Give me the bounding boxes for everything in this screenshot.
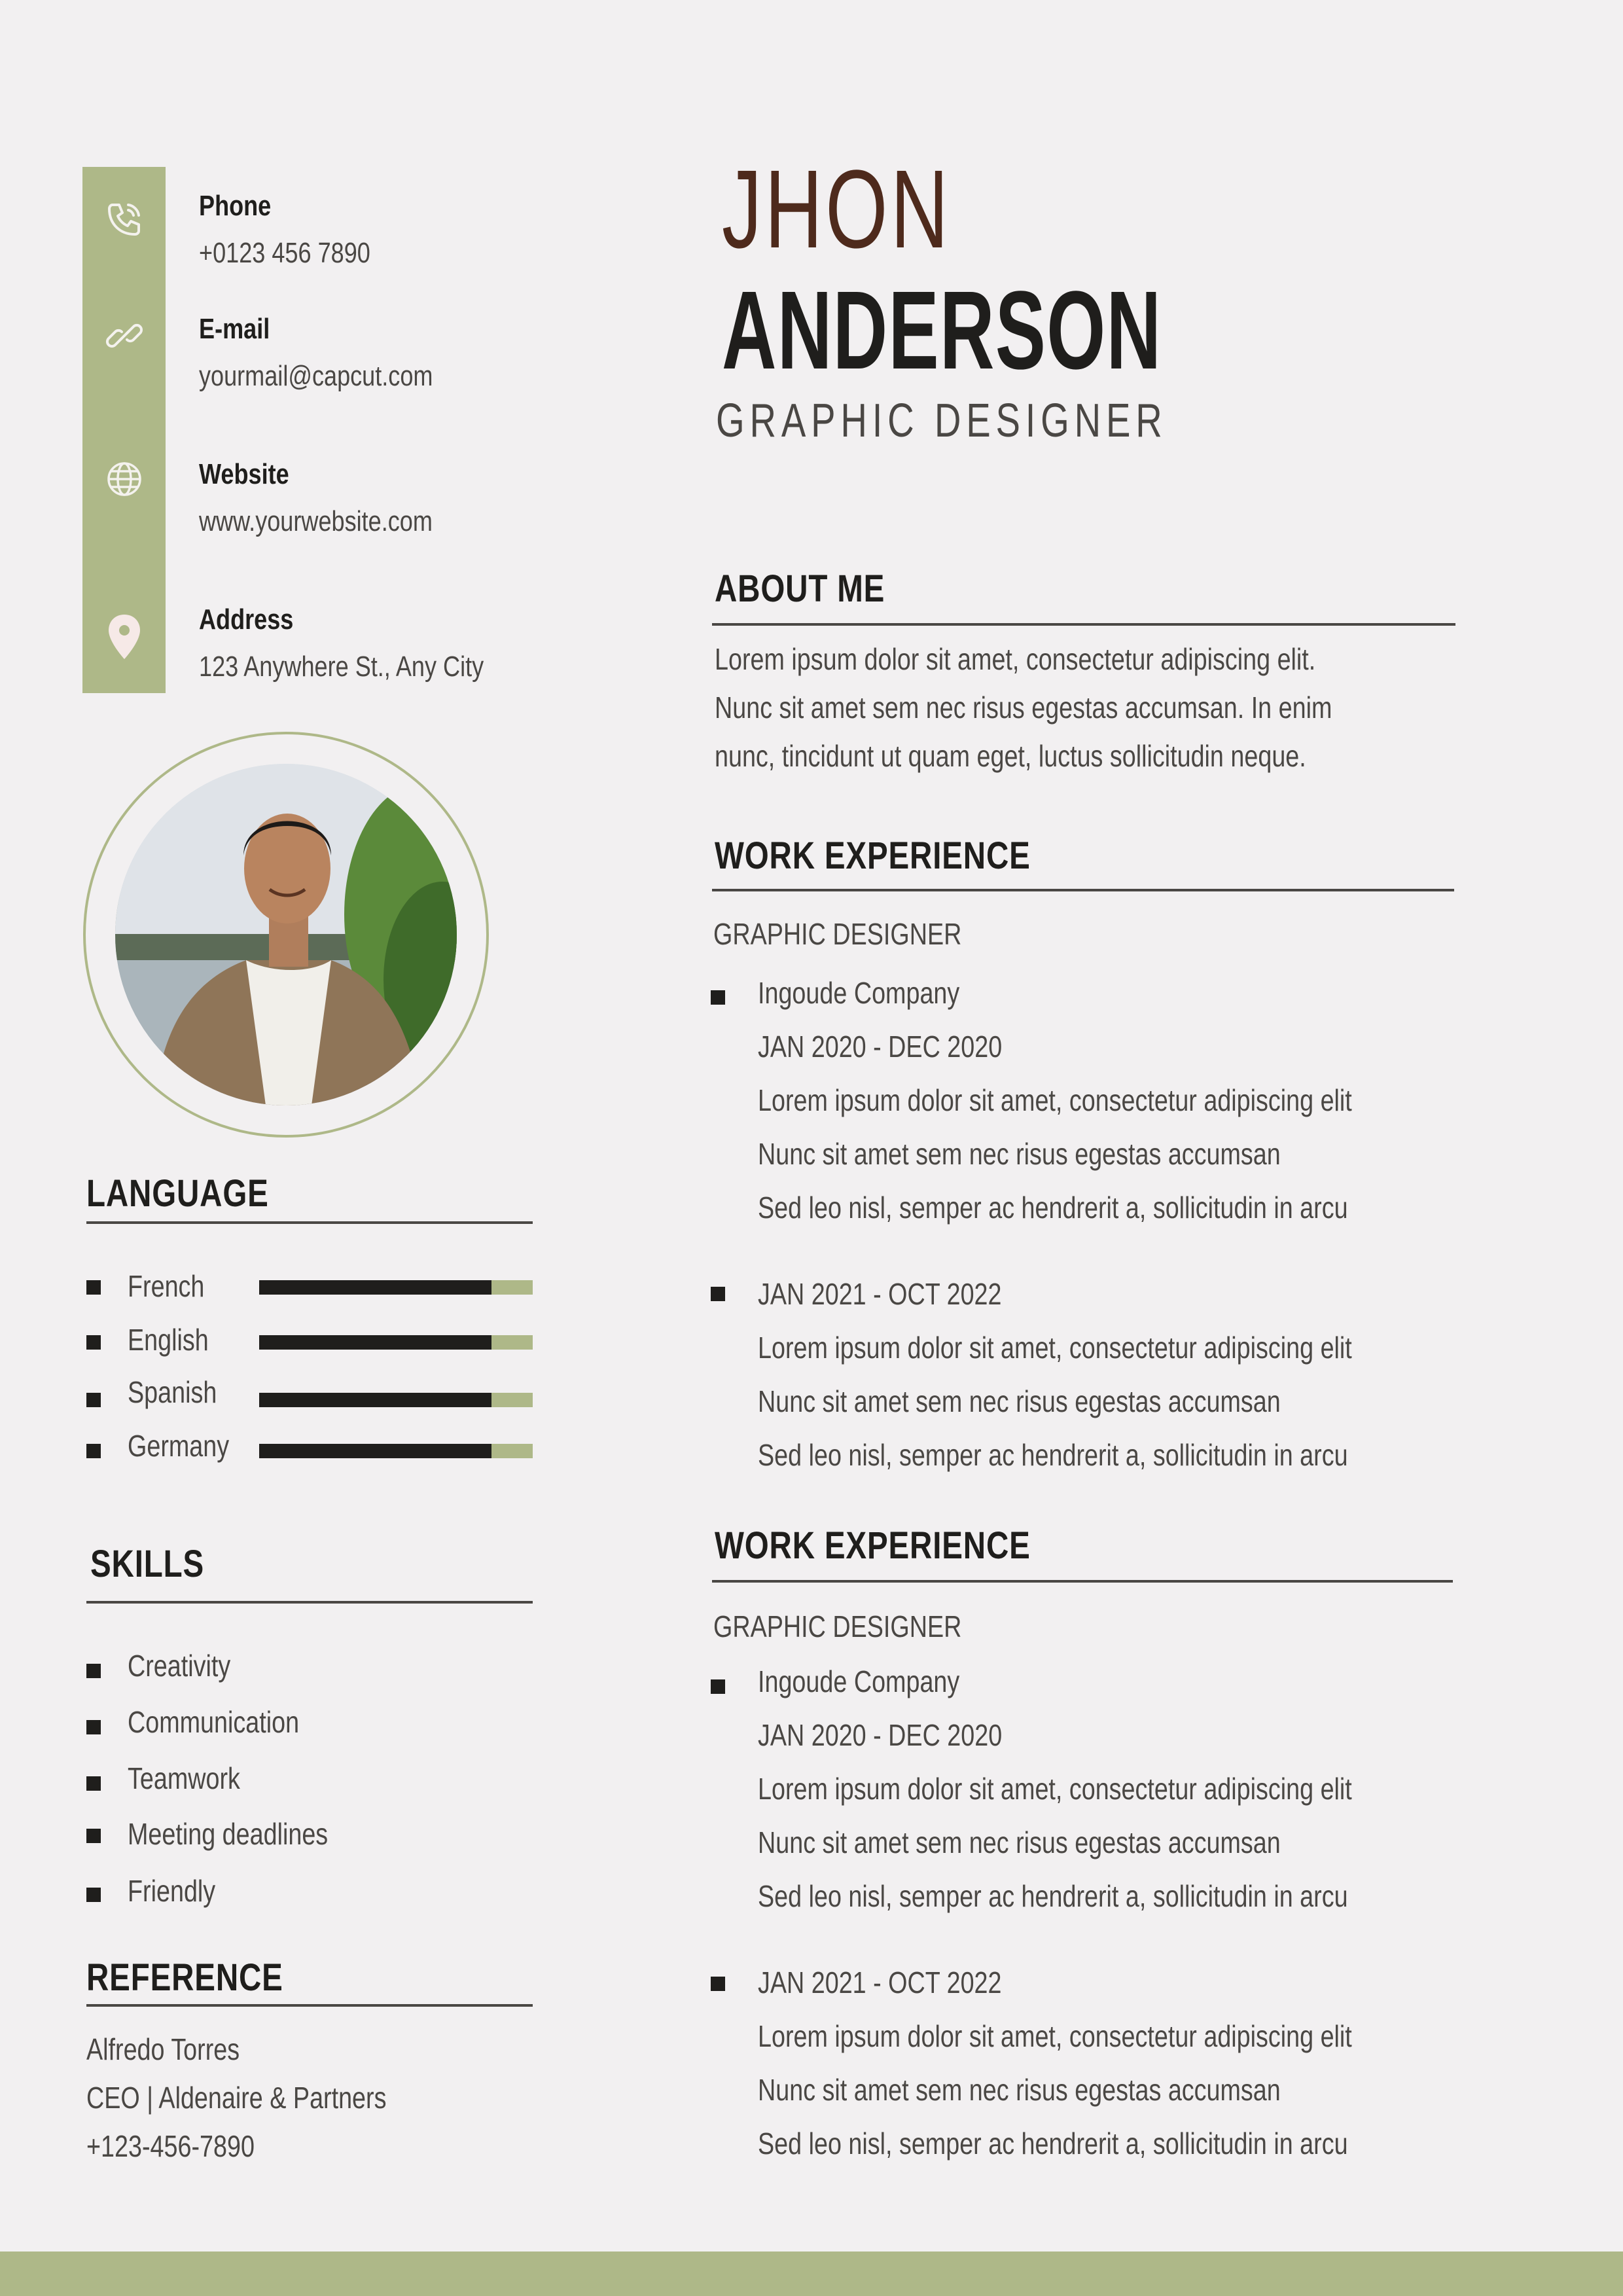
work-role: GRAPHIC DESIGNER (713, 917, 962, 951)
skill-bullet (86, 1664, 101, 1678)
skill-item: Creativity (128, 1649, 231, 1683)
work-description: Sed leo nisl, semper ac hendrerit a, sollicitudin in arcu (758, 2126, 1348, 2161)
address-value: 123 Anywhere St., Any City (199, 651, 484, 683)
about-heading: ABOUT ME (715, 567, 885, 610)
language-name: Germany (128, 1429, 230, 1463)
language-level-fill (259, 1393, 491, 1407)
reference-rule (86, 2004, 533, 2007)
work-heading: WORK EXPERIENCE (715, 1524, 1031, 1567)
language-name: English (128, 1323, 209, 1357)
work-company: Ingoude Company (758, 1664, 960, 1698)
email-label: E-mail (199, 313, 270, 345)
language-level-fill (259, 1280, 491, 1295)
skill-bullet (86, 1776, 101, 1791)
contact-icons (82, 167, 166, 693)
work-description: Sed leo nisl, semper ac hendrerit a, sollicitudin in arcu (758, 1438, 1348, 1472)
phone-label: Phone (199, 190, 272, 222)
reference-heading: REFERENCE (86, 1956, 283, 1999)
phone-value[interactable]: +0123 456 7890 (199, 237, 370, 269)
language-level-bar (259, 1280, 533, 1295)
footer-bar (0, 2251, 1623, 2296)
work-role: GRAPHIC DESIGNER (713, 1609, 962, 1643)
skill-item: Friendly (128, 1874, 216, 1908)
language-level-bar (259, 1444, 533, 1458)
about-rule (712, 623, 1455, 626)
link-icon (82, 310, 166, 362)
language-bullet (86, 1393, 101, 1407)
map-pin-icon (82, 612, 166, 664)
address-label: Address (199, 603, 294, 636)
work-bullet (711, 1287, 725, 1301)
work-bullet (711, 990, 725, 1005)
work-description: Nunc sit amet sem nec risus egestas accumsan (758, 1137, 1281, 1171)
work-bullet (711, 1977, 725, 1991)
language-level-fill (259, 1444, 491, 1458)
language-level-fill (259, 1335, 491, 1350)
reference-position: CEO | Aldenaire & Partners (86, 2081, 387, 2115)
skill-item: Teamwork (128, 1761, 240, 1795)
phone-icon (82, 193, 166, 245)
skills-rule (86, 1601, 533, 1604)
work-company: Ingoude Company (758, 976, 960, 1010)
work-description: Sed leo nisl, semper ac hendrerit a, sollicitudin in arcu (758, 1191, 1348, 1225)
work-bullet (711, 1679, 725, 1694)
website-label: Website (199, 458, 289, 490)
skill-bullet (86, 1720, 101, 1734)
work-rule (712, 889, 1454, 891)
language-bullet (86, 1335, 101, 1350)
globe-icon (82, 453, 166, 505)
language-heading: LANGUAGE (86, 1172, 269, 1215)
last-name: ANDERSON (722, 268, 1162, 393)
work-dates: JAN 2020 - DEC 2020 (758, 1718, 1003, 1752)
work-dates: JAN 2021 - OCT 2022 (758, 1965, 1002, 2000)
work-description: Nunc sit amet sem nec risus egestas accumsan (758, 1384, 1281, 1418)
work-description: Nunc sit amet sem nec risus egestas accumsan (758, 2073, 1281, 2107)
profile-photo (115, 764, 457, 1105)
language-bullet (86, 1444, 101, 1458)
work-description: Lorem ipsum dolor sit amet, consectetur adipiscing elit (758, 1772, 1352, 1806)
reference-phone[interactable]: +123-456-7890 (86, 2129, 255, 2163)
language-level-bar (259, 1393, 533, 1407)
work-heading: WORK EXPERIENCE (715, 834, 1031, 877)
language-name: French (128, 1269, 205, 1303)
language-name: Spanish (128, 1375, 217, 1409)
reference-name: Alfredo Torres (86, 2032, 240, 2066)
email-value[interactable]: yourmail@capcut.com (199, 360, 433, 392)
skills-heading: SKILLS (90, 1543, 205, 1585)
work-description: Lorem ipsum dolor sit amet, consectetur adipiscing elit (758, 1331, 1352, 1365)
first-name: JHON (722, 147, 952, 272)
language-level-bar (259, 1335, 533, 1350)
skill-item: Meeting deadlines (128, 1817, 329, 1851)
work-description: Sed leo nisl, semper ac hendrerit a, sollicitudin in arcu (758, 1879, 1348, 1913)
work-description: Lorem ipsum dolor sit amet, consectetur adipiscing elit (758, 1083, 1352, 1117)
language-bullet (86, 1280, 101, 1295)
work-dates: JAN 2020 - DEC 2020 (758, 1030, 1003, 1064)
about-text: Lorem ipsum dolor sit amet, consectetur adipiscing elit. Nunc sit amet sem nec risus egestas accumsan. In enim nunc, tincidunt ut quam eget, luctus sollicitudin neque. (715, 642, 1332, 773)
work-description: Nunc sit amet sem nec risus egestas accumsan (758, 1825, 1281, 1859)
website-value[interactable]: www.yourwebsite.com (199, 505, 433, 537)
work-description: Lorem ipsum dolor sit amet, consectetur adipiscing elit (758, 2019, 1352, 2053)
work-rule (712, 1580, 1453, 1583)
job-title: GRAPHIC DESIGNER (716, 395, 1168, 447)
work-dates: JAN 2021 - OCT 2022 (758, 1277, 1002, 1311)
skill-bullet (86, 1888, 101, 1902)
skill-item: Communication (128, 1705, 300, 1739)
skill-bullet (86, 1829, 101, 1843)
language-rule (86, 1221, 533, 1224)
